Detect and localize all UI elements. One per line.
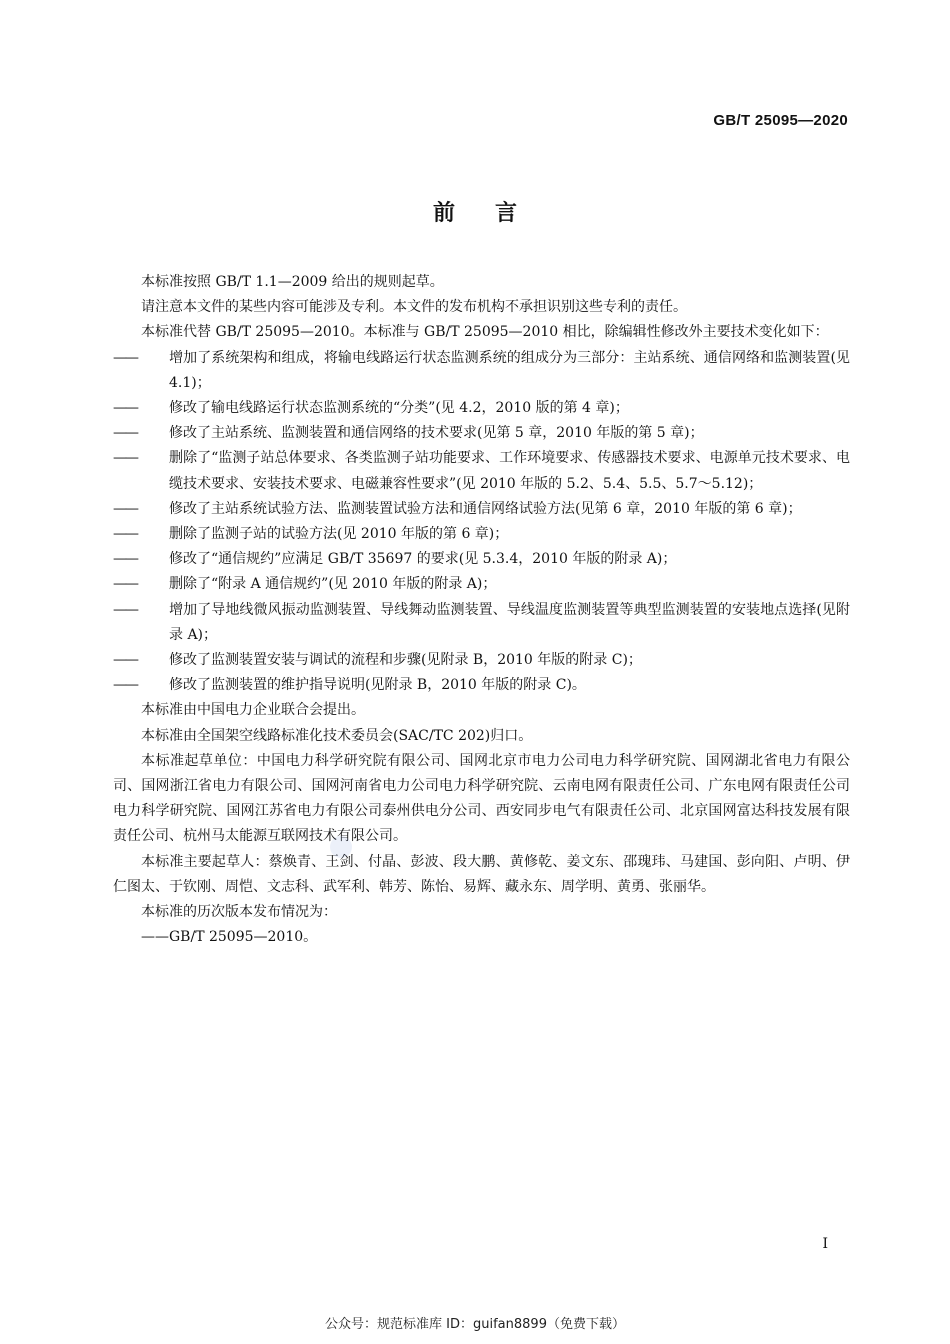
dash-mark: —— [113,576,137,593]
standard-number: GB/T 25095—2020 [713,112,848,129]
paragraph: 本标准代替 GB/T 25095—2010。本标准与 GB/T 25095—2010 相比，除编辑性修改外主要技术变化如下： [141,324,829,341]
paragraph: 本标准由全国架空线路标准化技术委员会(SAC/TC 202)归口。 [141,727,533,744]
list-item [113,572,850,597]
paragraph: 本标准起草单位：中国电力科学研究院有限公司、国网北京市电力公司电力科学研究院、国网湖北省电力有限公司、国网浙江省电力有限公司、国网河南省电力公司电力科学研究院、云南电网有限责任公司、广东电网有限责任公司电力科学研究院、国网江苏省电力有限公司泰州供电分公司、西安同步电气有限责任公司、北京国网富达科技发展有限责任公司、杭州马太能源互联网技术有限公司。 [113,752,850,845]
list-item [113,396,850,421]
dash-mark: —— [113,601,137,618]
list-item-text: 删除了“监测子站总体要求、各类监测子站功能要求、工作环境要求、传感器技术要求、电源单元技术要求、电缆技术要求、安装技术要求、电磁兼容性要求”(见 2010 年版的 5.2、5.4、5.5、5.7～5.12)； [169,450,850,492]
paragraph: 请注意本文件的某些内容可能涉及专利。本文件的发布机构不承担识别这些专利的责任。 [141,299,687,316]
list-item-text: 增加了系统架构和组成，将输电线路运行状态监测系统的组成分为三部分：主站系统、通信网络和监测装置(见 4.1)； [169,349,850,391]
list-item-text: 修改了输电线路运行状态监测系统的“分类”(见 4.2，2010 版的第 4 章)； [169,400,629,417]
dash-mark: —— [113,652,137,669]
dash-mark: —— [113,450,137,467]
dash-mark: —— [113,400,137,417]
paragraph: 本标准主要起草人：蔡焕青、王剑、付晶、彭波、段大鹏、黄修乾、姜文东、邵瑰玮、马建国、彭向阳、卢明、伊仁图太、于钦刚、周恺、文志科、武军利、韩芳、陈怡、易辉、藏永东、周学明、黄勇、张丽华。 [113,853,850,895]
page-title: 前言 [432,201,557,226]
watermark-icon [330,836,352,858]
page-number: I [822,1236,828,1252]
list-item [113,346,850,396]
dash-mark: —— [141,929,169,946]
list-item [113,547,850,572]
list-item [113,673,850,698]
history-item [113,925,850,950]
paragraph: 本标准按照 GB/T 1.1—2009 给出的规则起草。 [141,274,444,290]
history-text: GB/T 25095—2010。 [169,929,318,946]
list-item-text: 修改了主站系统试验方法、监测装置试验方法和通信网络试验方法(见第 6 章，2010 年版的第 6 章)； [169,500,802,517]
paragraph: 本标准由中国电力企业联合会提出。 [141,702,365,719]
list-item-text: 修改了监测装置的维护指导说明(见附录 B，2010 年版的附录 C)。 [169,677,586,694]
document-body [113,270,850,950]
dash-mark: —— [113,677,137,694]
list-item-text: 修改了监测装置安装与调试的流程和步骤(见附录 B，2010 年版的附录 C)； [169,652,642,669]
list-item [113,421,850,446]
list-item-text: 删除了“附录 A 通信规约”(见 2010 年版的附录 A)； [169,576,497,593]
paragraph: 本标准的历次版本发布情况为： [141,904,337,921]
list-item [113,648,850,673]
dash-mark: —— [113,551,137,568]
list-item [113,522,850,547]
list-item [113,598,850,648]
list-item-text: 删除了监测子站的试验方法(见 2010 年版的第 6 章)； [169,526,509,543]
list-item-text: 修改了“通信规约”应满足 GB/T 35697 的要求(见 5.3.4，2010 年版的附录 A)； [169,551,677,568]
list-item [113,446,850,496]
list-item [113,497,850,522]
list-item-text: 修改了主站系统、监测装置和通信网络的技术要求(见第 5 章，2010 年版的第 5 章)； [169,425,704,442]
dash-mark: —— [113,349,137,366]
list-item-text: 增加了导地线微风振动监测装置、导线舞动监测装置、导线温度监测装置等典型监测装置的安装地点选择(见附录 A)； [169,601,850,643]
dash-mark: —— [113,425,137,442]
dash-mark: —— [113,526,137,543]
footer-note: 公众号：规范标准库 ID：guifan8899（免费下载） [325,1317,625,1332]
dash-mark: —— [113,500,137,517]
